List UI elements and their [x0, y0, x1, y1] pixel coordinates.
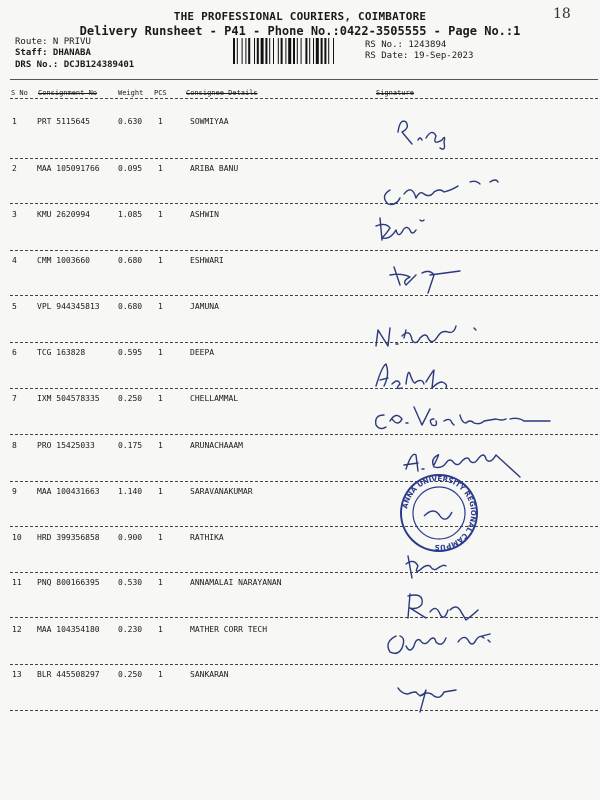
signature-3 — [370, 212, 590, 258]
row-sno: 11 — [12, 578, 22, 587]
signature-4 — [370, 255, 590, 301]
col-signature: Signature — [376, 89, 414, 97]
signature-7 — [370, 395, 590, 441]
rs-number: RS No.: 1243894 — [365, 40, 447, 50]
row-consignee: DEEPA — [190, 348, 215, 357]
row-sno: 5 — [12, 302, 17, 311]
row-pcs: 1 — [158, 302, 163, 311]
row-weight: 1.140 — [118, 487, 143, 496]
signature-1 — [370, 110, 590, 156]
signature-13 — [370, 672, 590, 718]
row-consignment: PRT 5115645 — [37, 117, 90, 126]
row-consignee: SANKARAN — [190, 670, 229, 679]
row-consignee: ASHWIN — [190, 210, 219, 219]
row-weight: 0.175 — [118, 441, 143, 450]
rs-date: RS Date: 19-Sep-2023 — [365, 51, 474, 61]
signature-12 — [370, 622, 590, 668]
row-sno: 8 — [12, 441, 17, 450]
row-consignment: PRO 15425033 — [37, 441, 95, 450]
col-weight: Weight — [118, 89, 144, 97]
row-weight: 0.530 — [118, 578, 143, 587]
row-consignee: CHELLAMMAL — [190, 394, 239, 403]
row-consignment: MAA 104354180 — [37, 625, 100, 634]
col-consignment: Consignment No — [38, 89, 98, 97]
row-pcs: 1 — [158, 625, 163, 634]
row-weight: 0.250 — [118, 394, 143, 403]
runsheet-title: Delivery Runsheet - P41 - Phone No.:0422-3505555 - Page No.:1 — [79, 24, 521, 38]
row-weight: 0.900 — [118, 533, 143, 542]
stamp — [398, 472, 480, 554]
row-consignment: VPL 944345813 — [37, 302, 100, 311]
barcode — [232, 38, 358, 64]
row-consignment: MAA 100431663 — [37, 487, 100, 496]
signature-2 — [370, 168, 590, 214]
row-pcs: 1 — [158, 441, 163, 450]
row-weight: 0.095 — [118, 164, 143, 173]
header-divider — [10, 79, 598, 80]
signature-5 — [370, 312, 590, 358]
row-sno: 6 — [12, 348, 17, 357]
row-divider — [10, 158, 598, 159]
row-pcs: 1 — [158, 487, 163, 496]
column-header-divider — [10, 98, 598, 99]
row-consignment: KMU 2620994 — [37, 210, 90, 219]
row-consignment: CMM 1003660 — [37, 256, 90, 265]
row-pcs: 1 — [158, 533, 163, 542]
col-pcs: PCS — [154, 89, 167, 97]
stamp-text: ANNA UNIVERSITY REGIONAL CAMPUS — [401, 474, 478, 552]
company-name: THE PROFESSIONAL COURIERS, COIMBATORE — [173, 10, 427, 23]
row-weight: 0.630 — [118, 117, 143, 126]
row-sno: 4 — [12, 256, 17, 265]
row-consignee: ESHWARI — [190, 256, 224, 265]
route: Route: N PRIVU — [15, 37, 91, 47]
signature-6 — [370, 354, 590, 400]
row-pcs: 1 — [158, 670, 163, 679]
row-sno: 3 — [12, 210, 17, 219]
row-consignee: MATHER CORR TECH — [190, 625, 268, 634]
row-sno: 13 — [12, 670, 22, 679]
row-weight: 1.085 — [118, 210, 143, 219]
row-pcs: 1 — [158, 394, 163, 403]
row-pcs: 1 — [158, 348, 163, 357]
row-weight: 0.680 — [118, 302, 143, 311]
col-sno: S No — [11, 89, 28, 97]
row-sno: 9 — [12, 487, 17, 496]
row-consignee: SARAVANAKUMAR — [190, 487, 253, 496]
col-consignee: Consignee Details — [186, 89, 258, 97]
row-consignment: PNQ 800166395 — [37, 578, 100, 587]
row-pcs: 1 — [158, 256, 163, 265]
row-pcs: 1 — [158, 210, 163, 219]
staff: Staff: DHANABA — [15, 48, 91, 58]
row-consignment: TCG 163828 — [37, 348, 86, 357]
row-sno: 7 — [12, 394, 17, 403]
row-consignee: ANNAMALAI NARAYANAN — [190, 578, 282, 587]
row-consignee: ARIBA BANU — [190, 164, 239, 173]
row-weight: 0.595 — [118, 348, 143, 357]
row-consignee: SOWMIYAA — [190, 117, 229, 126]
row-sno: 10 — [12, 533, 22, 542]
row-weight: 0.250 — [118, 670, 143, 679]
row-consignee: JAMUNA — [190, 302, 219, 311]
row-consignee: ARUNACHAAAM — [190, 441, 243, 450]
row-weight: 0.230 — [118, 625, 143, 634]
row-pcs: 1 — [158, 164, 163, 173]
row-sno: 1 — [12, 117, 17, 126]
row-weight: 0.680 — [118, 256, 143, 265]
row-consignment: BLR 445508297 — [37, 670, 100, 679]
drs-number: DRS No.: DCJB124389401 — [15, 60, 135, 70]
row-sno: 12 — [12, 625, 22, 634]
row-consignment: MAA 105091766 — [37, 164, 100, 173]
row-consignee: RATHIKA — [190, 533, 224, 542]
row-consignment: IXM 504578335 — [37, 394, 100, 403]
row-divider — [10, 526, 598, 527]
row-consignment: HRD 399356858 — [37, 533, 100, 542]
row-pcs: 1 — [158, 578, 163, 587]
row-pcs: 1 — [158, 117, 163, 126]
page-mark: 18 — [553, 6, 571, 22]
row-sno: 2 — [12, 164, 17, 173]
